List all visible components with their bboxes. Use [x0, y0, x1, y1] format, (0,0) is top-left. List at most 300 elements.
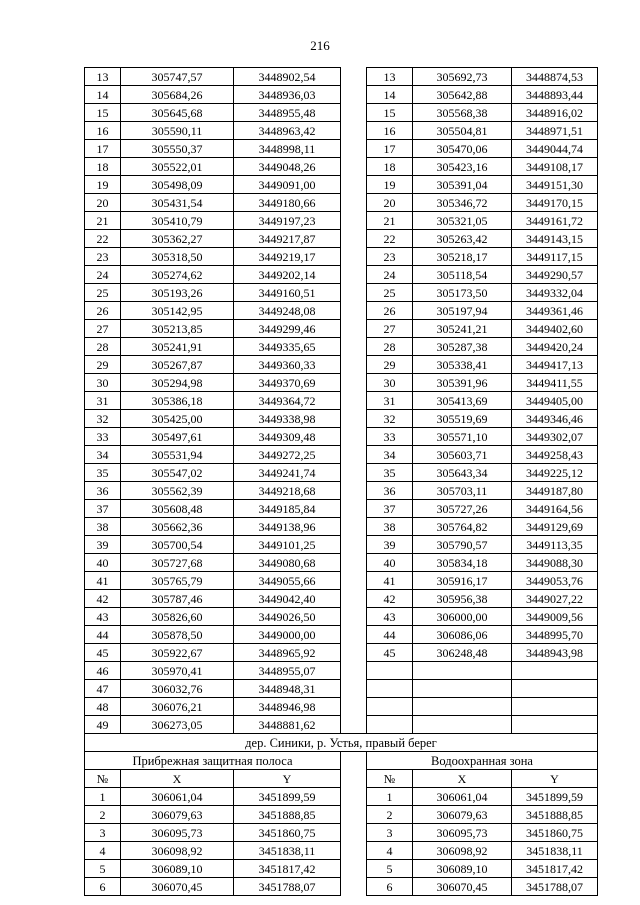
column-gap [341, 842, 367, 860]
column-gap [341, 518, 367, 536]
left-y-cell: 3449299,46 [234, 320, 341, 338]
left-x-cell: 305425,00 [121, 410, 234, 428]
right-number-cell: 2 [367, 806, 413, 824]
column-gap [341, 572, 367, 590]
table-row [85, 842, 598, 860]
right-y-cell: 3449108,17 [512, 158, 598, 176]
left-x-cell: 306273,05 [121, 716, 234, 734]
left-x-cell: 306070,45 [121, 878, 234, 896]
right-x-cell: 305470,06 [413, 140, 512, 158]
right-x-cell: 305218,17 [413, 248, 512, 266]
left-y-cell: 3448881,62 [234, 716, 341, 734]
left-x-cell: 305562,39 [121, 482, 234, 500]
left-y-cell: 3449042,40 [234, 590, 341, 608]
left-x-cell: 305700,54 [121, 536, 234, 554]
left-x-cell: 305318,50 [121, 248, 234, 266]
left-number-cell: 4 [85, 842, 121, 860]
column-gap [341, 248, 367, 266]
left-x-cell: 305193,26 [121, 284, 234, 302]
right-number-cell: 16 [367, 122, 413, 140]
right-y-cell: 3449027,22 [512, 590, 598, 608]
left-x-cell: 305267,87 [121, 356, 234, 374]
left-y-cell: 3448946,98 [234, 698, 341, 716]
left-number-cell: 48 [85, 698, 121, 716]
column-gap [341, 284, 367, 302]
left-number-cell: 16 [85, 122, 121, 140]
column-gap [341, 446, 367, 464]
left-number-cell: 33 [85, 428, 121, 446]
right-x-cell: 306089,10 [413, 860, 512, 878]
column-gap [341, 644, 367, 662]
right-x-cell: 306248,48 [413, 644, 512, 662]
column-gap [341, 68, 367, 86]
right-number-cell: 28 [367, 338, 413, 356]
right-number-cell: 1 [367, 788, 413, 806]
table-row [85, 518, 598, 536]
left-number-cell: 2 [85, 806, 121, 824]
left-y-cell: 3449080,68 [234, 554, 341, 572]
right-x-cell: 305916,17 [413, 572, 512, 590]
left-y-cell: 3448998,11 [234, 140, 341, 158]
right-number-cell: 43 [367, 608, 413, 626]
left-x-cell: 305213,85 [121, 320, 234, 338]
table-row [85, 806, 598, 824]
left-number-cell: 49 [85, 716, 121, 734]
table-row [85, 500, 598, 518]
table-row [85, 104, 598, 122]
right-number-cell: 38 [367, 518, 413, 536]
right-y-cell: 3449129,69 [512, 518, 598, 536]
column-gap [341, 788, 367, 806]
right-number-cell: 21 [367, 212, 413, 230]
table-row [85, 788, 598, 806]
right-x-cell [413, 662, 512, 680]
column-gap [341, 554, 367, 572]
right-y-cell: 3449258,43 [512, 446, 598, 464]
left-x-cell: 305410,79 [121, 212, 234, 230]
left-x-cell: 305970,41 [121, 662, 234, 680]
left-x-cell: 305878,50 [121, 626, 234, 644]
right-x-cell: 305241,21 [413, 320, 512, 338]
right-x-cell: 305346,72 [413, 194, 512, 212]
left-x-cell: 306079,63 [121, 806, 234, 824]
right-x-cell: 306061,04 [413, 788, 512, 806]
left-x-cell: 305241,91 [121, 338, 234, 356]
right-number-cell [367, 698, 413, 716]
table-row [85, 392, 598, 410]
column-gap [341, 716, 367, 734]
right-x-cell: 305642,88 [413, 86, 512, 104]
left-x-cell: 305142,95 [121, 302, 234, 320]
right-number-cell: 41 [367, 572, 413, 590]
right-y-cell: 3449161,72 [512, 212, 598, 230]
table-row [85, 68, 598, 86]
left-y-cell: 3449202,14 [234, 266, 341, 284]
left-y-cell: 3449180,66 [234, 194, 341, 212]
table-row [85, 572, 598, 590]
left-y-cell: 3449360,33 [234, 356, 341, 374]
left-x-cell: 305497,61 [121, 428, 234, 446]
right-x-cell: 305504,81 [413, 122, 512, 140]
right-number-cell [367, 716, 413, 734]
column-gap [341, 590, 367, 608]
column-gap [341, 752, 367, 770]
left-x-cell: 305547,02 [121, 464, 234, 482]
column-gap [341, 140, 367, 158]
column-gap [341, 626, 367, 644]
zone-title-row [85, 752, 598, 770]
left-y-cell: 3448902,54 [234, 68, 341, 86]
right-y-cell: 3449187,80 [512, 482, 598, 500]
right-number-cell: 5 [367, 860, 413, 878]
right-number-cell: 25 [367, 284, 413, 302]
right-x-cell: 306098,92 [413, 842, 512, 860]
right-y-cell: 3451899,59 [512, 788, 598, 806]
left-number-cell: 17 [85, 140, 121, 158]
left-y-cell: 3449335,65 [234, 338, 341, 356]
right-x-cell: 305197,94 [413, 302, 512, 320]
left-number-cell: 19 [85, 176, 121, 194]
table-row [85, 860, 598, 878]
table-row [85, 374, 598, 392]
left-number-cell: 20 [85, 194, 121, 212]
right-x-cell: 306070,45 [413, 878, 512, 896]
table-row [85, 230, 598, 248]
left-y-cell: 3449026,50 [234, 608, 341, 626]
left-number-cell: 32 [85, 410, 121, 428]
right-x-cell: 306086,06 [413, 626, 512, 644]
right-y-cell: 3449044,74 [512, 140, 598, 158]
left-x-cell: 305645,68 [121, 104, 234, 122]
column-gap [341, 374, 367, 392]
column-gap [341, 176, 367, 194]
column-gap [341, 680, 367, 698]
table-row [85, 644, 598, 662]
right-x-cell: 305391,04 [413, 176, 512, 194]
left-y-cell: 3451860,75 [234, 824, 341, 842]
left-number-cell: 23 [85, 248, 121, 266]
right-y-cell: 3449053,76 [512, 572, 598, 590]
column-gap [341, 122, 367, 140]
right-x-cell: 306000,00 [413, 608, 512, 626]
header-y: Y [234, 770, 341, 788]
table-row [85, 410, 598, 428]
table-row [85, 140, 598, 158]
left-x-cell: 305826,60 [121, 608, 234, 626]
table-row [85, 680, 598, 698]
left-number-cell: 35 [85, 464, 121, 482]
table-row [85, 338, 598, 356]
column-gap [341, 806, 367, 824]
right-y-cell: 3449405,00 [512, 392, 598, 410]
right-number-cell: 13 [367, 68, 413, 86]
right-number-cell: 27 [367, 320, 413, 338]
table-row [85, 698, 598, 716]
left-number-cell: 34 [85, 446, 121, 464]
right-number-cell: 22 [367, 230, 413, 248]
left-number-cell: 37 [85, 500, 121, 518]
left-x-cell: 305294,98 [121, 374, 234, 392]
left-number-cell: 39 [85, 536, 121, 554]
right-y-cell: 3449302,07 [512, 428, 598, 446]
left-number-cell: 5 [85, 860, 121, 878]
left-number-cell: 24 [85, 266, 121, 284]
right-y-cell: 3449164,56 [512, 500, 598, 518]
right-y-cell: 3449009,56 [512, 608, 598, 626]
column-gap [341, 824, 367, 842]
right-x-cell: 305692,73 [413, 68, 512, 86]
left-number-cell: 29 [85, 356, 121, 374]
left-y-cell: 3448948,31 [234, 680, 341, 698]
right-zone-title: Водоохранная зона [367, 752, 598, 770]
right-y-cell: 3451860,75 [512, 824, 598, 842]
right-y-cell: 3448971,51 [512, 122, 598, 140]
table-row [85, 320, 598, 338]
column-gap [341, 338, 367, 356]
table-row [85, 212, 598, 230]
right-number-cell: 36 [367, 482, 413, 500]
table-row [85, 590, 598, 608]
left-number-cell: 30 [85, 374, 121, 392]
left-y-cell: 3449272,25 [234, 446, 341, 464]
right-x-cell: 305834,18 [413, 554, 512, 572]
right-y-cell: 3451888,85 [512, 806, 598, 824]
left-x-cell: 305747,57 [121, 68, 234, 86]
right-number-cell [367, 662, 413, 680]
left-number-cell: 1 [85, 788, 121, 806]
right-x-cell: 305287,38 [413, 338, 512, 356]
right-number-cell: 20 [367, 194, 413, 212]
left-y-cell: 3449101,25 [234, 536, 341, 554]
column-gap [341, 158, 367, 176]
column-gap [341, 464, 367, 482]
right-y-cell: 3449411,55 [512, 374, 598, 392]
right-x-cell: 305764,82 [413, 518, 512, 536]
left-y-cell: 3449370,69 [234, 374, 341, 392]
right-y-cell [512, 716, 598, 734]
table-row [85, 266, 598, 284]
right-x-cell: 306079,63 [413, 806, 512, 824]
right-number-cell: 17 [367, 140, 413, 158]
right-y-cell: 3449088,30 [512, 554, 598, 572]
right-y-cell: 3449332,04 [512, 284, 598, 302]
left-x-cell: 305684,26 [121, 86, 234, 104]
right-y-cell: 3451817,42 [512, 860, 598, 878]
right-number-cell: 14 [367, 86, 413, 104]
table-row [85, 284, 598, 302]
right-x-cell: 306095,73 [413, 824, 512, 842]
column-gap [341, 356, 367, 374]
left-number-cell: 3 [85, 824, 121, 842]
column-gap [341, 320, 367, 338]
column-gap [341, 698, 367, 716]
right-number-cell: 35 [367, 464, 413, 482]
left-x-cell: 305662,36 [121, 518, 234, 536]
left-y-cell: 3451888,85 [234, 806, 341, 824]
right-y-cell: 3451788,07 [512, 878, 598, 896]
column-gap [341, 428, 367, 446]
right-y-cell: 3449143,15 [512, 230, 598, 248]
table-row [85, 554, 598, 572]
right-number-cell: 34 [367, 446, 413, 464]
right-y-cell: 3448893,44 [512, 86, 598, 104]
right-y-cell [512, 698, 598, 716]
right-y-cell: 3449225,12 [512, 464, 598, 482]
left-x-cell: 305522,01 [121, 158, 234, 176]
left-x-cell: 305362,27 [121, 230, 234, 248]
right-x-cell: 305790,57 [413, 536, 512, 554]
right-number-cell: 45 [367, 644, 413, 662]
right-x-cell: 305643,34 [413, 464, 512, 482]
left-x-cell: 305531,94 [121, 446, 234, 464]
left-x-cell: 305922,67 [121, 644, 234, 662]
left-x-cell: 305765,79 [121, 572, 234, 590]
left-y-cell: 3449309,48 [234, 428, 341, 446]
header-y: Y [512, 770, 598, 788]
left-number-cell: 27 [85, 320, 121, 338]
table-row [85, 608, 598, 626]
column-gap [341, 536, 367, 554]
right-number-cell: 24 [367, 266, 413, 284]
bottom-section [85, 734, 598, 896]
table-row [85, 446, 598, 464]
table-row [85, 428, 598, 446]
left-number-cell: 22 [85, 230, 121, 248]
column-gap [341, 770, 367, 788]
right-y-cell: 3449151,30 [512, 176, 598, 194]
left-x-cell: 305608,48 [121, 500, 234, 518]
right-y-cell: 3448874,53 [512, 68, 598, 86]
right-y-cell: 3448995,70 [512, 626, 598, 644]
right-x-cell: 305703,11 [413, 482, 512, 500]
left-x-cell: 306089,10 [121, 860, 234, 878]
left-y-cell: 3449048,26 [234, 158, 341, 176]
left-y-cell: 3451817,42 [234, 860, 341, 878]
left-x-cell: 305431,54 [121, 194, 234, 212]
left-y-cell: 3448936,03 [234, 86, 341, 104]
column-gap [341, 482, 367, 500]
right-number-cell: 26 [367, 302, 413, 320]
left-y-cell: 3449338,98 [234, 410, 341, 428]
left-number-cell: 25 [85, 284, 121, 302]
table-row [85, 356, 598, 374]
left-number-cell: 41 [85, 572, 121, 590]
left-x-cell: 306095,73 [121, 824, 234, 842]
left-y-cell: 3448963,42 [234, 122, 341, 140]
left-y-cell: 3451838,11 [234, 842, 341, 860]
page-number: 216 [310, 38, 330, 53]
right-x-cell: 305173,50 [413, 284, 512, 302]
left-number-cell: 14 [85, 86, 121, 104]
right-y-cell: 3449361,46 [512, 302, 598, 320]
right-x-cell: 305423,16 [413, 158, 512, 176]
left-y-cell: 3448955,48 [234, 104, 341, 122]
header-x: X [121, 770, 234, 788]
left-y-cell: 3448965,92 [234, 644, 341, 662]
right-number-cell: 23 [367, 248, 413, 266]
left-number-cell: 18 [85, 158, 121, 176]
right-number-cell: 15 [367, 104, 413, 122]
table-row [85, 302, 598, 320]
left-y-cell: 3449138,96 [234, 518, 341, 536]
left-x-cell: 305274,62 [121, 266, 234, 284]
right-x-cell: 305568,38 [413, 104, 512, 122]
left-y-cell: 3449241,74 [234, 464, 341, 482]
left-x-cell: 305550,37 [121, 140, 234, 158]
right-y-cell: 3448943,98 [512, 644, 598, 662]
table-row [85, 248, 598, 266]
column-gap [341, 194, 367, 212]
table-row [85, 536, 598, 554]
right-x-cell: 305571,10 [413, 428, 512, 446]
right-number-cell: 31 [367, 392, 413, 410]
column-gap [341, 392, 367, 410]
right-number-cell: 32 [367, 410, 413, 428]
table-row [85, 194, 598, 212]
left-number-cell: 47 [85, 680, 121, 698]
right-y-cell [512, 680, 598, 698]
table-row [85, 878, 598, 896]
table-row [85, 716, 598, 734]
right-number-cell: 33 [367, 428, 413, 446]
left-number-cell: 45 [85, 644, 121, 662]
left-number-cell: 28 [85, 338, 121, 356]
right-y-cell: 3449420,24 [512, 338, 598, 356]
right-x-cell: 305321,05 [413, 212, 512, 230]
column-gap [341, 662, 367, 680]
left-y-cell: 3449219,17 [234, 248, 341, 266]
left-y-cell: 3451788,07 [234, 878, 341, 896]
left-x-cell: 306061,04 [121, 788, 234, 806]
table-row [85, 86, 598, 104]
right-number-cell: 40 [367, 554, 413, 572]
right-x-cell: 305956,38 [413, 590, 512, 608]
right-x-cell [413, 698, 512, 716]
table-row [85, 176, 598, 194]
table-row [85, 464, 598, 482]
right-number-cell: 18 [367, 158, 413, 176]
top-section [85, 68, 598, 734]
left-x-cell: 305498,09 [121, 176, 234, 194]
right-number-cell: 44 [367, 626, 413, 644]
right-y-cell: 3449346,46 [512, 410, 598, 428]
left-x-cell: 306098,92 [121, 842, 234, 860]
right-number-cell: 29 [367, 356, 413, 374]
left-y-cell: 3449217,87 [234, 230, 341, 248]
right-x-cell: 305391,96 [413, 374, 512, 392]
left-x-cell: 305386,18 [121, 392, 234, 410]
left-y-cell: 3449248,08 [234, 302, 341, 320]
left-number-cell: 44 [85, 626, 121, 644]
column-gap [341, 860, 367, 878]
left-x-cell: 305727,68 [121, 554, 234, 572]
left-number-cell: 43 [85, 608, 121, 626]
right-y-cell: 3449417,13 [512, 356, 598, 374]
table-row [85, 824, 598, 842]
column-gap [341, 212, 367, 230]
column-gap [341, 266, 367, 284]
header-x: X [413, 770, 512, 788]
column-gap [341, 86, 367, 104]
column-gap [341, 302, 367, 320]
section-title-row [85, 734, 598, 752]
left-number-cell: 46 [85, 662, 121, 680]
right-y-cell: 3451838,11 [512, 842, 598, 860]
table-row [85, 662, 598, 680]
right-number-cell: 39 [367, 536, 413, 554]
right-number-cell: 6 [367, 878, 413, 896]
left-y-cell: 3448955,07 [234, 662, 341, 680]
